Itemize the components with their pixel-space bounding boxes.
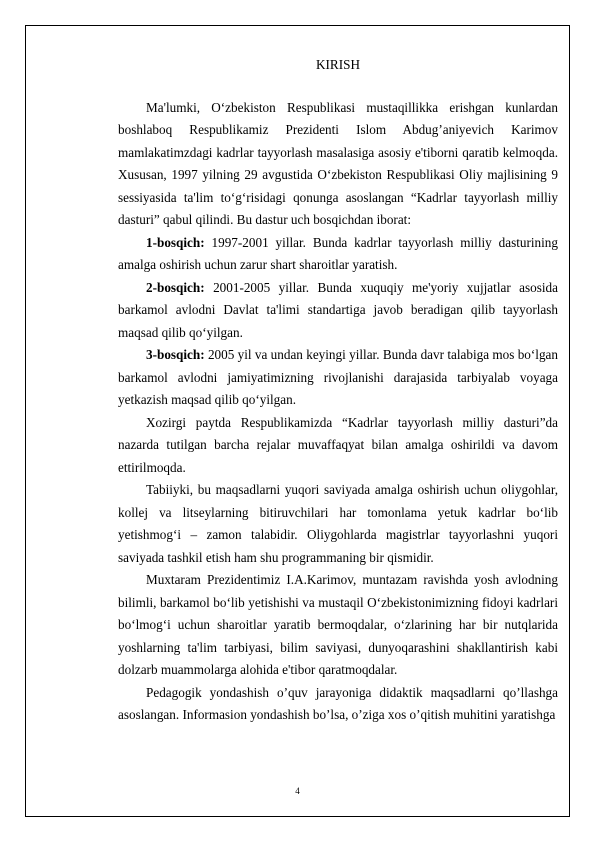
paragraph-stage-3 xyxy=(118,344,558,412)
paragraph-text: Xozirgi paytda Respublikamizda “Kadrlar tayyorlash milliy dasturi”da nazarda tutilgan barcha rejalar muvaffaqyat bilan amalga oshirildi va davom ettirilmoqda. xyxy=(118,414,558,475)
stage-label: 2-bosqich: xyxy=(146,279,205,295)
paragraph-text: Ma'lumki, O‘zbekiston Respublikasi mustaqillikka erishgan kunlardan boshlaboq Respublikamiz Prezidenti Islom Abdug’aniyevich Karimov mamlakatimzdagi kadrlar tayyorlash masalasiga asosiy e'tiborni qaratib kelmoqda. Xususan, 1997 yilning 29 avgustida O‘zbekiston Respublikasi Oliy majlisining 9 sessiyasida ta'lim to‘g‘risidagi qonunga asoslangan “Kadrlar tayyorlash milliy dasturi” qabul qilindi. Bu dastur uch bosqichdan iborat: xyxy=(118,99,558,227)
stage-label: 3-bosqich: xyxy=(146,347,205,362)
page-number: 4 xyxy=(295,786,300,796)
paragraph-text: Tabiiyki, bu maqsadlarni yuqori saviyada amalga oshirish uchun oliygohlar, kollej va litseylarning bitiruvchilari har tomonlama yetuk kadrlar bo‘lib yetishmog‘i – zamon talabidir. Oliygohlarda magistrlar tayyorlashni yuqori saviyada tashkil etish ham shu programmaning bir qismidir. xyxy=(118,482,558,565)
paragraph-goals xyxy=(118,479,558,569)
page-title: KIRISH xyxy=(316,57,360,72)
paragraph-stage-1 xyxy=(118,232,558,277)
paragraph-current-state xyxy=(118,412,558,480)
paragraph-pedagogy xyxy=(118,682,558,727)
paragraph-stage-2 xyxy=(118,277,558,345)
paragraph-text: Muxtaram Prezidentimiz I.A.Karimov, muntazam ravishda yosh avlodning bilimli, barkamol bo‘lib yetishishi va mustaqil O‘zbekistonimizning fidoyi kadrlari bo‘lmog‘i uchun sharoitlar yaratib bermoqdalar, o‘zlarining har bir nutqlarida yoshlarning ta'lim tarbiyasi, bilim saviyasi, dunyoqarashini shakllantirish kabi dolzarb muammolarga alohida e'tibor qaratmoqdalar. xyxy=(118,572,558,677)
paragraph-text: 2001-2005 yillar. Bunda xuquqiy me'yoriy xujjatlar asosida barkamol avlodni Davlat ta'limi standartiga javob beradigan qilib tayyorlash maqsad qilib qo‘yilgan. xyxy=(118,279,558,340)
document-body xyxy=(118,54,558,727)
paragraph-text: 1997-2001 yillar. Bunda kadrlar tayyorlash milliy dasturining amalga oshirish uchun zarur shart sharoitlar yaratish. xyxy=(118,234,558,272)
paragraph-president xyxy=(118,569,558,682)
paragraph-text: Pedagogik yondashish o’quv jarayoniga didaktik maqsadlarni qo’llashga asoslangan. Informasion yondashish bo’lsa, o’ziga xos o’qitish muhitini yaratishga xyxy=(118,684,558,722)
paragraph-text: 2005 yil va undan keyingi yillar. Bunda davr talabiga mos bo‘lgan barkamol avlodni jamiyatimizning rivojlanishi darajasida tarbiyalab voyaga yetkazish maqsad qilib qo‘yilgan. xyxy=(118,347,558,407)
stage-label: 1-bosqich: xyxy=(146,234,205,250)
paragraph-intro xyxy=(118,97,558,232)
